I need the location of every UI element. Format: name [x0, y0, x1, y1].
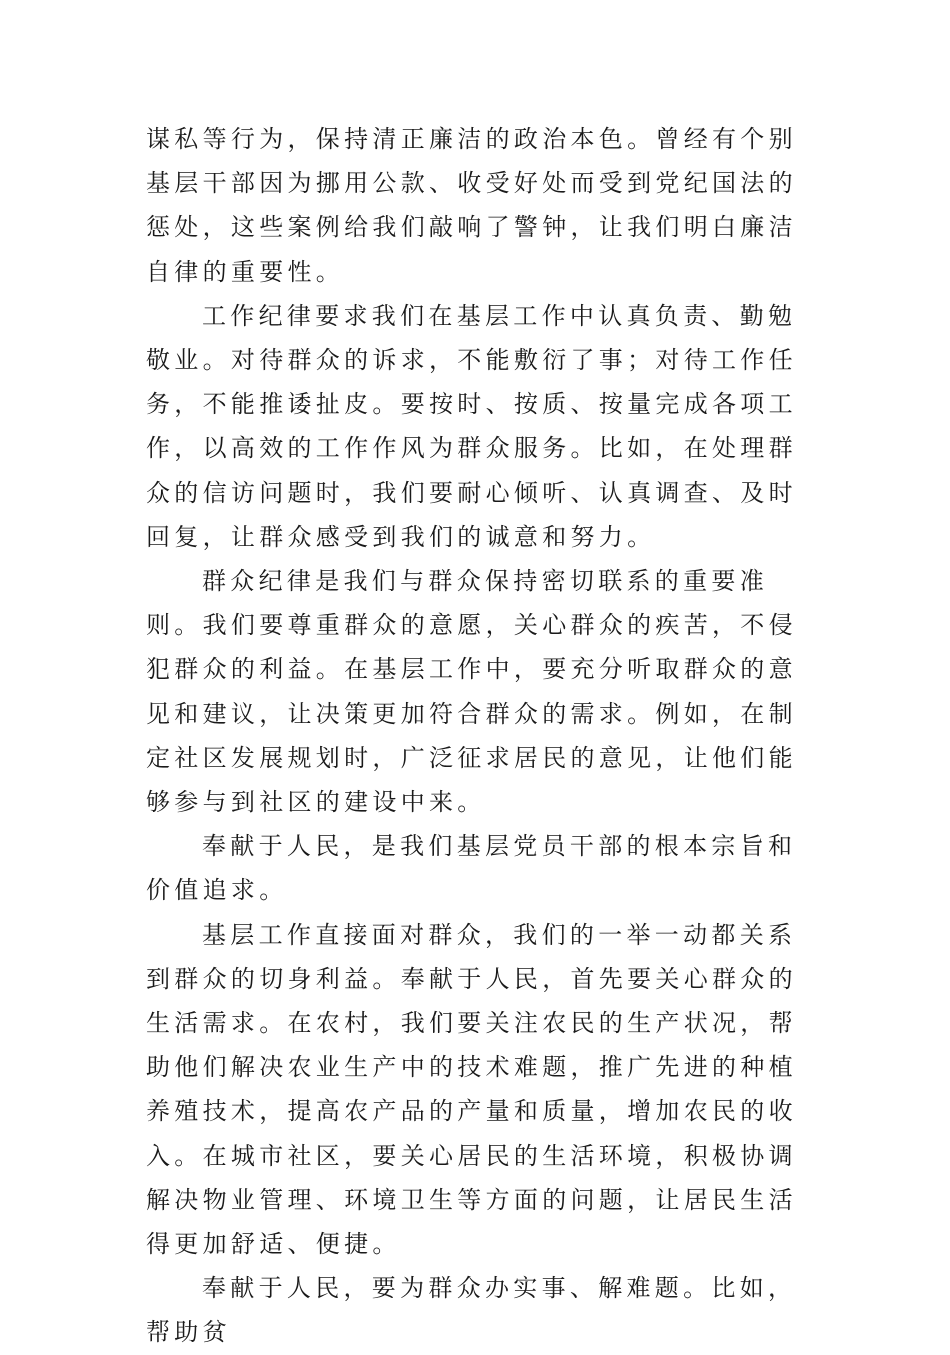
paragraph: 群众纪律是我们与群众保持密切联系的重要准则。我们要尊重群众的意愿，关心群众的疾苦，不侵犯群众的利益。在基层工作中，要充分听取群众的意见和建议，让决策更加符合群众的需求。例如，在制定社区发展规划时，广泛征求居民的意见，让他们能够参与到社区的建设中来。 — [146, 567, 797, 817]
paragraph: 谋私等行为，保持清正廉洁的政治本色。曾经有个别基层干部因为挪用公款、收受好处而受到党纪国法的惩处，这些案例给我们敲响了警钟，让我们明白廉洁自律的重要性。 — [146, 125, 797, 286]
paragraph: 基层工作直接面对群众，我们的一举一动都关系到群众的切身利益。奉献于人民，首先要关心群众的生活需求。在农村，我们要关注农民的生产状况，帮助他们解决农业生产中的技术难题，推广先进的种植养殖技术，提高农产品的产量和质量，增加农民的收入。在城市社区，要关心居民的生活环境，积极协调解决物业管理、环境卫生等方面的问题，让居民生活得更加舒适、便捷。 — [146, 920, 797, 1259]
paragraph: 奉献于人民，是我们基层党员干部的根本宗旨和价值追求。 — [146, 832, 797, 905]
document-body — [146, 117, 810, 1355]
paragraph: 工作纪律要求我们在基层工作中认真负责、勤勉敬业。对待群众的诉求，不能敷衍了事；对待工作任务，不能推诿扯皮。要按时、按质、按量完成各项工作，以高效的工作作风为群众服务。比如，在处理群众的信访问题时，我们要耐心倾听、认真调查、及时回复，让群众感受到我们的诚意和努力。 — [146, 301, 797, 551]
paragraph: 奉献于人民，要为群众办实事、解难题。比如，帮助贫 — [146, 1274, 797, 1347]
